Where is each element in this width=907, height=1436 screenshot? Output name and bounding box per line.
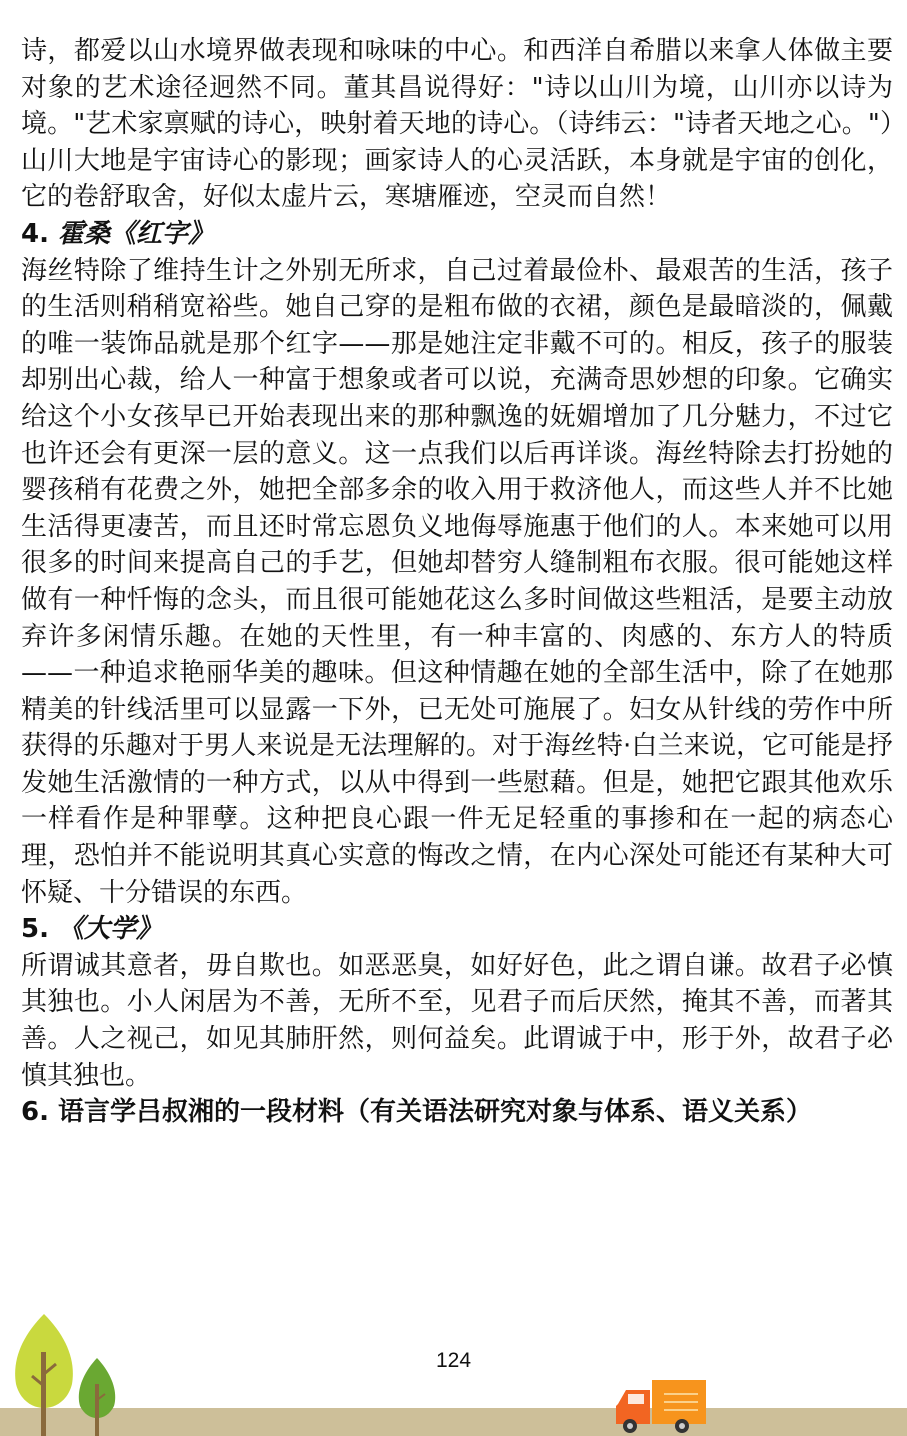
page-number: 124 xyxy=(435,1349,472,1372)
heading-4 xyxy=(21,216,893,253)
document-body xyxy=(21,33,893,1131)
ground-strip xyxy=(0,1408,907,1436)
heading-5-title: 《大学》 xyxy=(58,914,163,945)
truck-icon xyxy=(612,1376,708,1436)
heading-5 xyxy=(21,911,893,948)
tree-large-icon xyxy=(8,1312,80,1436)
paragraph-poetry: 诗，都爱以山水境界做表现和咏味的中心。和西洋自希腊以来拿人体做主要对象的艺术途径迥然不同。董其昌说得好："诗以山川为境，山川亦以诗为境。"艺术家禀赋的诗心，映射着天地的诗心。（诗纬云："诗者天地之心。"）山川大地是宇宙诗心的影现；画家诗人的心灵活跃，本身就是宇宙的创化，它的卷舒取舍，好似太虚片云，寒塘雁迹，空灵而自然！ xyxy=(21,36,893,213)
paragraph-scarlet-letter: 海丝特除了维持生计之外别无所求，自己过着最俭朴、最艰苦的生活，孩子的生活则稍稍宽裕些。她自己穿的是粗布做的衣裙，颜色是最暗淡的，佩戴的唯一装饰品就是那个红字——那是她注定非戴不可的。相反，孩子的服装却别出心裁，给人一种富于想象或者可以说，充满奇思妙想的印象。它确实给这个小女孩早已开始表现出来的那种飘逸的妩媚增加了几分魅力，不过它也许还会有更深一层的意义。这一点我们以后再详谈。海丝特除去打扮她的婴孩稍有花费之外，她把全部多余的收入用于救济他人，而这些人并不比她生活得更凄苦，而且还时常忘恩负义地侮辱施惠于他们的人。本来她可以用很多的时间来提高自己的手艺，但她却替穷人缝制粗布衣服。很可能她这样做有一种忏悔的念头，而且很可能她花这么多时间做这些粗活，是要主动放弃许多闲情乐趣。在她的天性里，有一种丰富的、肉感的、东方人的特质——一种追求艳丽华美的趣味。但这种情趣在她的全部生活中，除了在她那精美的针线活里可以显露一下外，已无处可施展了。妇女从针线的劳作中所获得的乐趣对于男人来说是无法理解的。对于海丝特·白兰来说，它可能是抒发她生活激情的一种方式，以从中得到一些慰藉。但是，她把它跟其他欢乐一样看作是种罪孽。这种把良心跟一件无足轻重的事掺和在一起的病态心理，恐怕并不能说明其真心实意的悔改之情，在内心深处可能还有某种大可怀疑、十分错误的东西。 xyxy=(21,255,893,908)
heading-4-number: 4. xyxy=(21,218,59,249)
heading-5-number: 5. xyxy=(21,914,59,945)
tree-small-icon xyxy=(74,1356,120,1436)
heading-6: 6. 语言学吕叔湘的一段材料（有关语法研究对象与体系、语义关系） xyxy=(21,1097,813,1128)
paragraph-daxue: 所谓诚其意者，毋自欺也。如恶恶臭，如好好色，此之谓自谦。故君子必慎其独也。小人闲居为不善，无所不至，见君子而后厌然，掩其不善，而著其善。人之视己，如见其肺肝然，则何益矣。此谓诚于中，形于外，故君子必慎其独也。 xyxy=(21,950,893,1091)
heading-4-title: 霍桑《红字》 xyxy=(58,218,215,249)
